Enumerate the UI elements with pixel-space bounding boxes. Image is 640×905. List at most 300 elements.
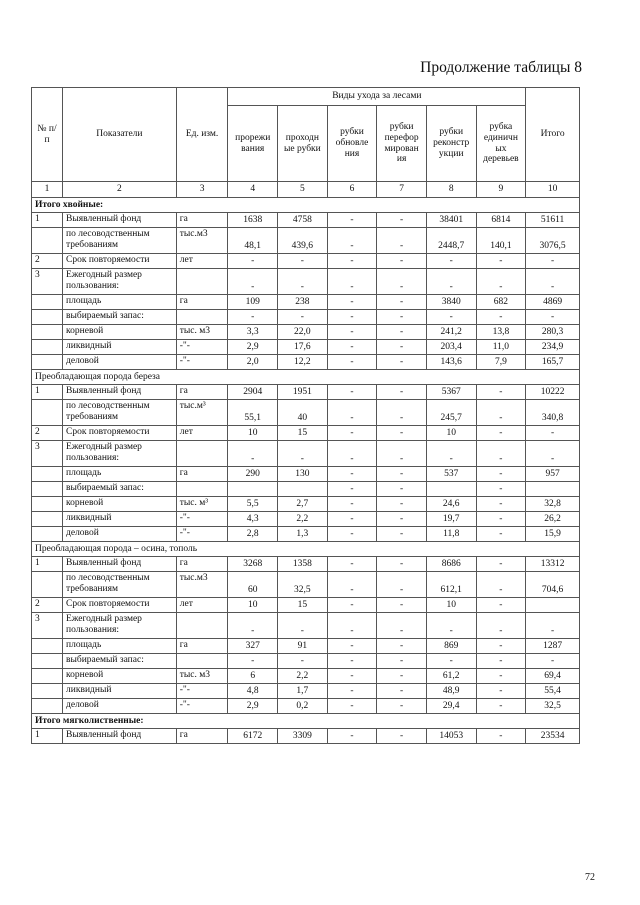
row-unit: тыс.м³ [176, 400, 228, 426]
row-indicator: Выявленный фонд [63, 557, 177, 572]
row-indicator: деловой [63, 699, 177, 714]
row-value: - [476, 482, 526, 497]
row-number [32, 228, 63, 254]
row-value: 8686 [426, 557, 476, 572]
row-indicator: корневой [63, 497, 177, 512]
row-value: 15 [278, 598, 328, 613]
row-value: 682 [476, 295, 526, 310]
row-indicator: по лесоводственным требованиям [63, 572, 177, 598]
row-value: - [377, 684, 427, 699]
row-value: 2,9 [228, 340, 278, 355]
row-indicator: Срок повторяемости [63, 598, 177, 613]
row-value: 1,7 [278, 684, 328, 699]
row-unit [176, 482, 228, 497]
row-value: 612,1 [426, 572, 476, 598]
row-indicator: Выявленный фонд [63, 729, 177, 744]
column-number: 7 [377, 182, 427, 198]
row-value: 38401 [426, 213, 476, 228]
row-value: - [377, 254, 427, 269]
row-value: - [526, 654, 580, 669]
row-value: - [278, 310, 328, 325]
row-value: 2,2 [278, 512, 328, 527]
row-value: 55,1 [228, 400, 278, 426]
row-value: - [426, 613, 476, 639]
column-number: 6 [327, 182, 377, 198]
row-value: 48,9 [426, 684, 476, 699]
row-value: - [377, 325, 427, 340]
row-unit: тыс.м3 [176, 228, 228, 254]
row-number: 1 [32, 213, 63, 228]
row-value: 3309 [278, 729, 328, 744]
row-value: - [476, 639, 526, 654]
row-value: 60 [228, 572, 278, 598]
row-value: - [426, 441, 476, 467]
row-value: - [327, 482, 377, 497]
row-value: - [327, 497, 377, 512]
forest-care-table [31, 87, 580, 744]
row-unit: -"- [176, 684, 228, 699]
column-number: 8 [426, 182, 476, 198]
row-indicator: площадь [63, 639, 177, 654]
row-number [32, 482, 63, 497]
row-value: 10 [228, 426, 278, 441]
row-unit [176, 441, 228, 467]
row-value: - [327, 639, 377, 654]
column-number: 1 [32, 182, 63, 198]
row-value: - [228, 254, 278, 269]
row-number [32, 340, 63, 355]
row-value [526, 482, 580, 497]
row-value: 165,7 [526, 355, 580, 370]
row-value: 143,6 [426, 355, 476, 370]
row-indicator: ликвидный [63, 684, 177, 699]
row-value: - [377, 598, 427, 613]
header-col-passage: проходн ые рубки [278, 106, 328, 182]
table-row [32, 254, 580, 269]
row-number: 3 [32, 441, 63, 467]
row-value: 61,2 [426, 669, 476, 684]
header-group: Виды ухода за лесами [228, 88, 526, 106]
table-row [32, 441, 580, 467]
row-value: - [377, 512, 427, 527]
row-value: - [327, 557, 377, 572]
row-value: 13312 [526, 557, 580, 572]
row-value: - [377, 467, 427, 482]
row-value: 12,2 [278, 355, 328, 370]
row-indicator: ликвидный [63, 340, 177, 355]
row-value: - [426, 254, 476, 269]
table-row [32, 684, 580, 699]
row-value: - [278, 613, 328, 639]
header-col-reconstruction: рубки реконстр укции [426, 106, 476, 182]
row-value: 15,9 [526, 527, 580, 542]
row-value: - [476, 669, 526, 684]
row-value: 327 [228, 639, 278, 654]
row-value: - [327, 441, 377, 467]
row-value [278, 482, 328, 497]
row-value: 2,9 [228, 699, 278, 714]
row-value: - [377, 654, 427, 669]
row-value: - [377, 355, 427, 370]
row-value: - [377, 729, 427, 744]
row-number: 2 [32, 426, 63, 441]
row-value: - [327, 654, 377, 669]
table-row [32, 527, 580, 542]
table-row [32, 340, 580, 355]
row-unit: -"- [176, 527, 228, 542]
row-value: - [476, 385, 526, 400]
row-value: 10 [426, 426, 476, 441]
row-value: - [476, 613, 526, 639]
row-unit: лет [176, 426, 228, 441]
row-value: - [377, 295, 427, 310]
row-value: - [327, 400, 377, 426]
table-row [32, 325, 580, 340]
row-value: 1287 [526, 639, 580, 654]
row-value: 40 [278, 400, 328, 426]
row-value: - [377, 482, 427, 497]
row-unit [176, 654, 228, 669]
section-title: Итого мягколиственные: [32, 714, 580, 729]
row-number: 3 [32, 269, 63, 295]
row-number [32, 527, 63, 542]
row-value: 4,8 [228, 684, 278, 699]
row-value: 13,8 [476, 325, 526, 340]
row-value: 69,4 [526, 669, 580, 684]
row-value: 109 [228, 295, 278, 310]
row-value: - [476, 572, 526, 598]
row-value: 22,0 [278, 325, 328, 340]
row-value: - [426, 654, 476, 669]
row-value: - [228, 310, 278, 325]
row-value: 2448,7 [426, 228, 476, 254]
row-value: - [476, 512, 526, 527]
column-numbers-row [32, 182, 580, 198]
page-number: 72 [585, 872, 595, 883]
row-value: 4,3 [228, 512, 278, 527]
row-value: 1638 [228, 213, 278, 228]
row-value: - [377, 572, 427, 598]
row-indicator: корневой [63, 669, 177, 684]
section-row [32, 714, 580, 729]
row-value: 0,2 [278, 699, 328, 714]
table-row [32, 654, 580, 669]
row-value: - [327, 254, 377, 269]
row-value: - [278, 254, 328, 269]
row-value: 537 [426, 467, 476, 482]
row-value: 238 [278, 295, 328, 310]
row-value: - [327, 355, 377, 370]
row-value: 5,5 [228, 497, 278, 512]
table-row [32, 557, 580, 572]
section-row [32, 542, 580, 557]
table-row [32, 228, 580, 254]
row-value: 3840 [426, 295, 476, 310]
row-value: - [228, 613, 278, 639]
row-value: 24,6 [426, 497, 476, 512]
row-unit: тыс. м3 [176, 669, 228, 684]
row-indicator: площадь [63, 295, 177, 310]
table-row [32, 639, 580, 654]
row-value: - [278, 269, 328, 295]
section-title: Преобладающая порода береза [32, 370, 580, 385]
row-indicator: Ежегодный размер пользования: [63, 269, 177, 295]
row-value: - [377, 527, 427, 542]
row-value: - [377, 310, 427, 325]
row-value: - [228, 269, 278, 295]
row-value: 2,7 [278, 497, 328, 512]
row-value: - [327, 467, 377, 482]
row-value: - [377, 699, 427, 714]
row-value: - [377, 400, 427, 426]
table-row [32, 310, 580, 325]
row-value: - [476, 684, 526, 699]
row-number [32, 639, 63, 654]
row-value: - [476, 527, 526, 542]
row-indicator: Выявленный фонд [63, 385, 177, 400]
row-value: - [476, 598, 526, 613]
row-value: - [327, 213, 377, 228]
row-indicator: Срок повторяемости [63, 254, 177, 269]
row-unit: тыс.м3 [176, 572, 228, 598]
row-value [526, 598, 580, 613]
row-value: 19,7 [426, 512, 476, 527]
row-indicator: Ежегодный размер пользования: [63, 613, 177, 639]
row-indicator: ликвидный [63, 512, 177, 527]
header-num: № п/п [32, 88, 63, 182]
row-value: 130 [278, 467, 328, 482]
row-number [32, 684, 63, 699]
row-value: - [228, 654, 278, 669]
column-number: 9 [476, 182, 526, 198]
row-value: - [377, 557, 427, 572]
row-value: 203,4 [426, 340, 476, 355]
row-unit: тыс. м3 [176, 325, 228, 340]
row-value: 290 [228, 467, 278, 482]
row-unit: га [176, 385, 228, 400]
table-caption: Продолжение таблицы 8 [420, 59, 582, 76]
row-number [32, 325, 63, 340]
row-indicator: выбираемый запас: [63, 654, 177, 669]
row-number: 3 [32, 613, 63, 639]
row-value [228, 482, 278, 497]
row-value: - [327, 512, 377, 527]
row-value: - [327, 340, 377, 355]
row-indicator: Срок повторяемости [63, 426, 177, 441]
header-col-renewal: рубки обновле ния [327, 106, 377, 182]
row-value: 10 [426, 598, 476, 613]
row-value: - [377, 497, 427, 512]
row-number [32, 669, 63, 684]
row-value: - [476, 269, 526, 295]
row-unit: га [176, 467, 228, 482]
header-indicator: Показатели [63, 88, 177, 182]
row-number: 1 [32, 385, 63, 400]
row-value: - [377, 228, 427, 254]
row-value: - [278, 654, 328, 669]
row-value: 17,6 [278, 340, 328, 355]
row-value: - [327, 295, 377, 310]
row-value: 55,4 [526, 684, 580, 699]
header-col-reformation: рубки перефор мирован ия [377, 106, 427, 182]
row-value: 704,6 [526, 572, 580, 598]
row-value: - [476, 699, 526, 714]
section-row [32, 370, 580, 385]
row-value: - [327, 613, 377, 639]
row-unit [176, 269, 228, 295]
row-value: 140,1 [476, 228, 526, 254]
row-value: - [526, 613, 580, 639]
table-row [32, 613, 580, 639]
row-value: - [526, 269, 580, 295]
table-row [32, 213, 580, 228]
row-value: - [526, 254, 580, 269]
row-value: - [476, 467, 526, 482]
row-value: 2904 [228, 385, 278, 400]
row-value: 1951 [278, 385, 328, 400]
row-value: 2,8 [228, 527, 278, 542]
row-value: - [377, 340, 427, 355]
table-row [32, 385, 580, 400]
table-row [32, 295, 580, 310]
row-value: - [327, 426, 377, 441]
section-title: Итого хвойные: [32, 198, 580, 213]
row-value: 6814 [476, 213, 526, 228]
row-value: 957 [526, 467, 580, 482]
row-value: - [327, 228, 377, 254]
row-value: 10 [228, 598, 278, 613]
row-number [32, 310, 63, 325]
row-value: 4869 [526, 295, 580, 310]
row-value: - [377, 441, 427, 467]
row-value: - [228, 441, 278, 467]
row-unit: га [176, 639, 228, 654]
row-value: - [327, 572, 377, 598]
row-value: 245,7 [426, 400, 476, 426]
row-value: 439,6 [278, 228, 328, 254]
row-number: 2 [32, 598, 63, 613]
row-value: 1358 [278, 557, 328, 572]
header-unit: Ед. изм. [176, 88, 228, 182]
row-value: - [476, 557, 526, 572]
row-unit: -"- [176, 355, 228, 370]
row-value: - [327, 269, 377, 295]
row-value: - [377, 213, 427, 228]
column-number: 2 [63, 182, 177, 198]
table-row [32, 497, 580, 512]
table-row [32, 729, 580, 744]
row-value: 14053 [426, 729, 476, 744]
row-value: - [327, 729, 377, 744]
table-row [32, 482, 580, 497]
row-indicator: выбираемый запас: [63, 310, 177, 325]
row-unit: га [176, 557, 228, 572]
row-value: - [377, 385, 427, 400]
row-value: - [327, 325, 377, 340]
row-indicator: деловой [63, 527, 177, 542]
row-value: - [476, 426, 526, 441]
row-value: - [476, 310, 526, 325]
row-value: 32,8 [526, 497, 580, 512]
row-indicator: корневой [63, 325, 177, 340]
table-row [32, 669, 580, 684]
row-value: 7,9 [476, 355, 526, 370]
row-number [32, 497, 63, 512]
row-value: - [476, 254, 526, 269]
row-value: - [526, 426, 580, 441]
row-indicator: Ежегодный размер пользования: [63, 441, 177, 467]
row-value: 6 [228, 669, 278, 684]
table-row [32, 355, 580, 370]
header-total: Итого [526, 88, 580, 182]
row-value: 3268 [228, 557, 278, 572]
table-row [32, 699, 580, 714]
row-unit [176, 310, 228, 325]
row-value: 23534 [526, 729, 580, 744]
row-value: 2,0 [228, 355, 278, 370]
row-value: - [426, 310, 476, 325]
row-number [32, 467, 63, 482]
column-number: 4 [228, 182, 278, 198]
row-value: 1,3 [278, 527, 328, 542]
row-unit: лет [176, 598, 228, 613]
row-value: - [377, 669, 427, 684]
table-row [32, 426, 580, 441]
table-row [32, 512, 580, 527]
row-number [32, 295, 63, 310]
row-value: 91 [278, 639, 328, 654]
row-value: 3076,5 [526, 228, 580, 254]
row-value: 3,3 [228, 325, 278, 340]
row-unit: тыс. м³ [176, 497, 228, 512]
table-row [32, 400, 580, 426]
row-value: 32,5 [278, 572, 328, 598]
table-row [32, 467, 580, 482]
table-body [32, 198, 580, 744]
row-number: 2 [32, 254, 63, 269]
row-indicator: деловой [63, 355, 177, 370]
row-value: - [426, 269, 476, 295]
row-value: - [526, 310, 580, 325]
row-value: - [327, 310, 377, 325]
row-value: - [377, 426, 427, 441]
row-value: - [377, 269, 427, 295]
row-value: - [476, 441, 526, 467]
row-value: - [278, 441, 328, 467]
row-value: - [476, 654, 526, 669]
row-value: 48,1 [228, 228, 278, 254]
row-number [32, 654, 63, 669]
row-number [32, 699, 63, 714]
row-value: 10222 [526, 385, 580, 400]
row-value: 340,8 [526, 400, 580, 426]
row-value: 869 [426, 639, 476, 654]
row-number [32, 355, 63, 370]
row-indicator: выбираемый запас: [63, 482, 177, 497]
row-value: 4758 [278, 213, 328, 228]
row-value: 2,2 [278, 669, 328, 684]
row-value: - [526, 441, 580, 467]
table-row [32, 572, 580, 598]
row-number [32, 572, 63, 598]
row-unit: га [176, 729, 228, 744]
row-indicator: по лесоводственным требованиям [63, 400, 177, 426]
row-value: 26,2 [526, 512, 580, 527]
row-value: 11,8 [426, 527, 476, 542]
table-row [32, 269, 580, 295]
row-value [426, 482, 476, 497]
row-number [32, 512, 63, 527]
